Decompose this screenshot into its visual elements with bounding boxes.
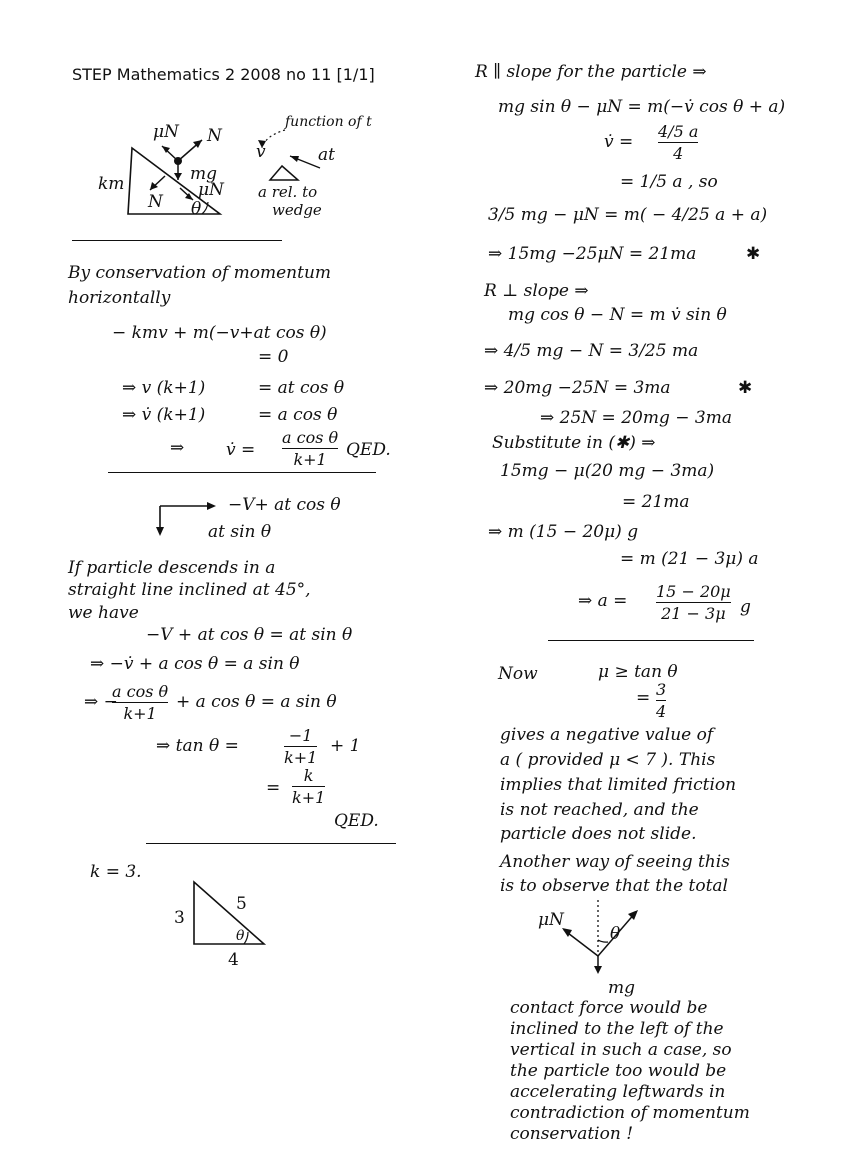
equation: 3/5 mg − μN = m( − 4/25 a + a) [488,205,768,225]
text-line: By conservation of momentum [68,263,332,283]
fraction [656,582,731,623]
triangle-diagram [190,878,280,948]
equation: = 21ma [622,492,690,512]
page-title: STEP Mathematics 2 2008 no 11 [1/1] [72,65,375,84]
denominator: k+1 [123,704,157,723]
divider [108,472,376,473]
equation: = a cos θ [258,405,338,425]
force-label-mg: mg [608,978,636,998]
equation: 15mg − μ(20 mg − 3ma) [500,461,715,481]
equation: ⇒ m (15 − 20μ) g [488,522,639,542]
diagram-label-km: km [98,174,125,194]
numerator: 3 [656,680,667,699]
equation: ⇒ a = [578,591,628,611]
equation: μ ≥ tan θ [598,662,678,682]
equation: ⇒ 20mg −25N = 3ma [484,378,671,398]
force-label-theta: θ [610,924,621,944]
text-line: straight line inclined at 45°, [68,580,311,600]
diagram-label-function-of-t: function of t [285,114,372,130]
text-line: accelerating leftwards in [510,1082,726,1102]
qed-mark: QED. [334,811,379,831]
text-line: Substitute in (✱) ⇒ [492,433,656,453]
triangle-side-5: 5 [236,894,247,914]
text-line: horizontally [68,288,171,308]
text-line: R ∥ slope for the particle ⇒ [475,62,707,82]
triangle-side-3: 3 [174,908,185,928]
triangle-angle-theta: θ [236,928,245,944]
equation: mg sin θ − μN = m(−v̇ cos θ + a) [498,97,786,117]
text-line: R ⊥ slope ⇒ [484,281,589,301]
text-line: a ( provided μ < 7 ). This [500,750,716,770]
text-line: Now [498,664,538,684]
text-line: contradiction of momentum [510,1103,750,1123]
equation: ⇒ 4/5 mg − N = 3/25 ma [484,341,699,361]
star-marker: ✱ [738,378,753,398]
text-line: vertical in such a case, so [510,1040,732,1060]
diagram-label-wedge: wedge [272,201,322,219]
text-line: is not reached, and the [500,800,699,820]
text-line: contact force would be [510,998,708,1018]
velocity-vertical: at sin θ [208,522,272,542]
equation: ⇒ tan θ = [156,736,239,756]
text-line: k = 3. [90,862,142,882]
diagram-label-mun: μN [153,122,179,142]
fraction [292,766,325,807]
denominator: 4 [673,144,684,163]
text-line: Another way of seeing this [500,852,730,872]
text-line: If particle descends in a [68,558,276,578]
diagram-label-n2: N [148,192,163,212]
equation: = at cos θ [258,378,345,398]
divider [548,640,754,641]
denominator: k+1 [292,788,326,807]
diagram-label-theta: θ [191,199,202,219]
denominator: 21 − 3μ [661,604,726,623]
fraction [284,726,317,767]
diagram-label-rel: a rel. to [258,183,318,201]
equation: = 1/5 a , so [620,172,718,192]
text-line: the particle too would be [510,1061,727,1081]
text-line: conservation ! [510,1124,634,1144]
diagram-label-mun2: μN [198,180,224,200]
triangle-side-4: 4 [228,950,239,970]
fraction [112,682,168,723]
equation: ⇒ 15mg −25μN = 21ma [488,244,697,264]
text-line: is to observe that the total [500,876,728,896]
qed-mark: QED. [346,440,391,460]
diagram-label-v: v [256,142,266,162]
diagram-label-mg: mg [190,164,218,184]
equation: ⇒ 25N = 20mg − 3ma [540,408,732,428]
equation: v̇ = [226,440,256,460]
equation: g [740,597,751,617]
text-line: gives a negative value of [500,725,714,745]
divider [72,240,282,241]
equation: ⇒ −v̇ + a cos θ = a sin θ [90,654,300,674]
equation: − kmv + m(−v+at cos θ) [112,323,327,343]
equation: + a cos θ = a sin θ [176,692,337,712]
fraction [656,680,666,721]
numerator: −1 [288,726,313,745]
text-line: implies that limited friction [500,775,737,795]
equation: ⇒ v̇ (k+1) [122,405,206,425]
fraction [658,122,698,163]
equation: = [266,778,281,798]
equation: ⇒ [170,438,185,458]
equation: v̇ = [604,132,634,152]
equation: = m (21 − 3μ) a [620,549,759,569]
equation: = [636,688,651,708]
text-line: inclined to the left of the [510,1019,724,1039]
equation: + 1 [330,736,361,756]
equation: mg cos θ − N = m v̇ sin θ [508,305,727,325]
diagram-label-at: at [318,145,335,165]
denominator: 4 [656,702,667,721]
diagram-label-n: N [207,126,222,146]
denominator: k+1 [284,748,318,767]
divider [146,843,396,844]
text-line: particle does not slide. [500,824,697,844]
force-label-mun: μN [538,910,564,930]
numerator: k [303,766,314,785]
numerator: a cos θ [282,428,339,447]
numerator: 15 − 20μ [656,582,731,601]
denominator: k+1 [293,450,327,469]
star-marker: ✱ [746,244,761,264]
equation: = 0 [258,347,289,367]
numerator: 4/5 a [658,122,699,141]
equation: ⇒ v (k+1) [122,378,206,398]
equation: ⇒ − [84,692,118,712]
text-line: we have [68,603,139,623]
fraction [282,428,338,469]
velocity-horizontal: −V+ at cos θ [228,495,341,515]
equation: −V + at cos θ = at sin θ [146,625,353,645]
numerator: a cos θ [112,682,169,701]
